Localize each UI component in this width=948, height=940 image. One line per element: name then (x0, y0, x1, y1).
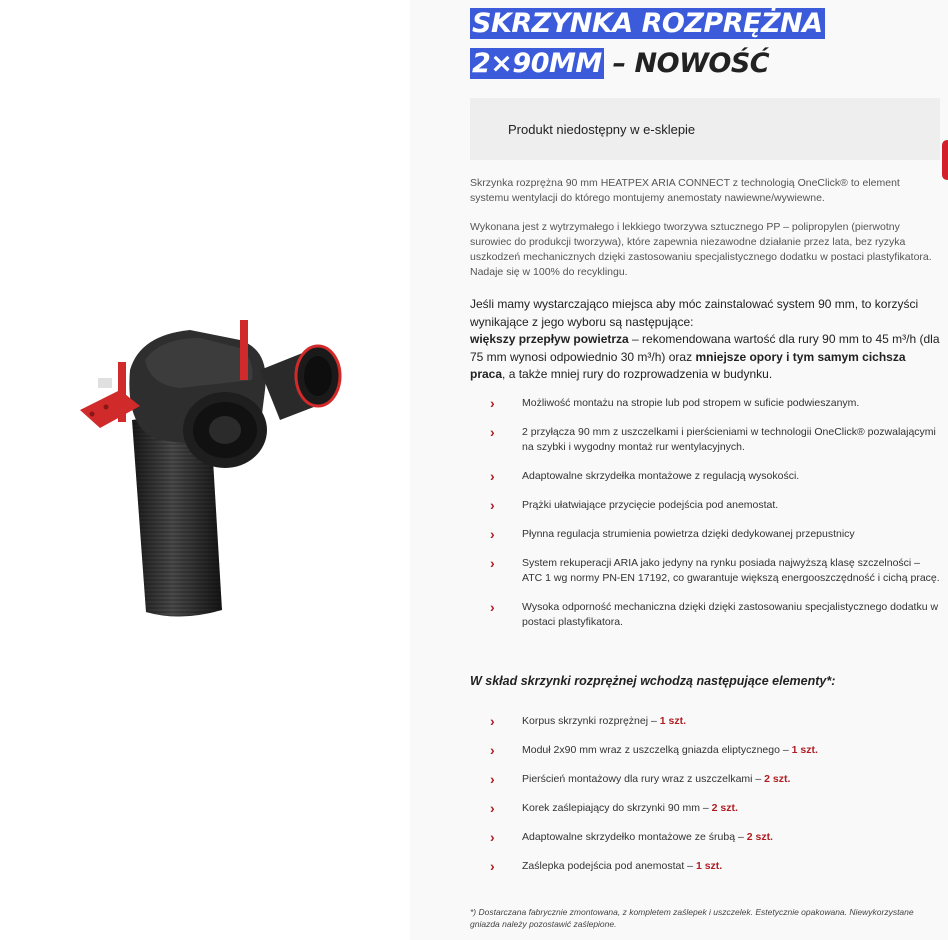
availability-notice (470, 98, 940, 160)
chevron-right-icon: › (490, 526, 495, 542)
chevron-right-icon: › (490, 468, 495, 484)
description-paragraph: Wykonana jest z wytrzymałego i lekkiego tworzywa sztucznego PP – polipropylen (pierwotny surowiec do produkcji tworzywa), które zapewnia niezawodne działanie przez lata, bez ryzyka uszkodzeń mechanicznych dzięki zastosowaniu specjalistycznego dodatku w postaci plastyfikatora. Nadaje się w 100% do recyklingu. (470, 221, 932, 278)
quantity: 1 szt. (791, 744, 818, 756)
expansion-box-product-image[interactable] (70, 310, 360, 620)
title-highlight: SKRZYNKA ROZPRĘŻNA (472, 8, 823, 39)
chevron-right-icon: › (490, 858, 495, 874)
chevron-right-icon: › (490, 771, 495, 787)
chevron-right-icon: › (490, 424, 495, 440)
chevron-right-icon: › (490, 599, 495, 615)
list-item: › Korek zaślepiający do skrzynki 90 mm – 2 szt. (490, 800, 738, 816)
list-item: › Wysoka odporność mechaniczna dzięki dzięki zastosowaniu specjalistycznego dodatku w postaci plastyfikatora. (490, 599, 939, 628)
list-item: › Pierścień montażowy dla rury wraz z uszczelkami – 2 szt. (490, 771, 791, 787)
list-item: › Zaślepka podejścia pod anemostat – 1 szt. (490, 858, 723, 874)
list-item: › Korpus skrzynki rozprężnej – 1 szt. (490, 713, 686, 729)
benefit-text: – rekomendowana wartość dla rury 90 mm to 45 m³/h (dla 75 mm wynosi odpowiednio 30 m³/h) oraz (470, 332, 940, 364)
quantity: 1 szt. (695, 860, 723, 872)
list-item: › Prążki ułatwiające przycięcie podejścia pod anemostat. (490, 497, 779, 513)
title-highlight-size: 2×90MM (472, 48, 602, 79)
availability-text: Produkt niedostępny w e-sklepie (508, 122, 696, 137)
product-image-panel (0, 0, 410, 940)
list-item: › Możliwość montażu na stropie lub pod stropem w suficie podwieszanym. (490, 395, 860, 411)
list-item: › 2 przyłącza 90 mm z uszczelkami i pierścieniami w technologii OneClick® pozwalającymi na szybki i wygodny montaż rur wentylacyjnych. (490, 424, 936, 453)
list-item: › Płynna regulacja strumienia powietrza dzięki dedykowanej przepustnicy (490, 526, 855, 542)
list-item: › Adaptowalne skrzydełko montażowe ze śrubą – 2 szt. (490, 829, 773, 845)
description-paragraph: Skrzynka rozprężna 90 mm HEATPEX ARIA CONNECT z technologią OneClick® to element systemu wentylacji do którego montujemy anemostaty nawiewne/wywiewne. (470, 177, 900, 204)
chevron-right-icon: › (490, 800, 495, 816)
footnote: *) Dostarczana fabrycznie zmontowana, z kompletem zaślepek i uszczelek. Estetycznie opakowana. Niewykorzystane gniazda należy pozostawić zaślepione. (470, 907, 914, 929)
list-item: › Adaptowalne skrzydełka montażowe z regulacją wysokości. (490, 468, 800, 484)
title-new-tag: – NOWOŚĆ (603, 48, 770, 79)
chevron-right-icon: › (490, 829, 495, 845)
connector-right (260, 346, 340, 420)
chevron-right-icon: › (490, 395, 495, 411)
quantity: 2 szt. (746, 831, 773, 843)
mounting-bracket-right (240, 320, 248, 380)
list-item: › Moduł 2x90 mm wraz z uszczelką gniazda eliptycznego – 1 szt. (490, 742, 818, 758)
product-title (470, 4, 940, 84)
benefit-text: , a także mniej rury do rozprowadzenia w budynku. (502, 367, 773, 381)
product-description (470, 176, 940, 294)
chevron-right-icon: › (490, 555, 495, 571)
contents-heading: W skład skrzynki rozprężnej wchodzą następujące elementy*: (470, 674, 836, 688)
chevron-right-icon: › (490, 497, 495, 513)
list-item: › System rekuperacji ARIA jako jedyny na rynku posiada najwyższą klasę szczelności – ATC 1 wg normy PN-EN 17192, co gwarantuje większą energooszczędność i cichą pracę. (490, 555, 940, 584)
benefit-quiet: mniejsze opory i tym samym cichsza praca (470, 349, 906, 381)
benefits-paragraph (470, 296, 942, 384)
benefit-airflow: większy przepływ powietrza (470, 332, 629, 346)
chevron-right-icon: › (490, 742, 495, 758)
quantity: 1 szt. (659, 715, 686, 727)
contents-list (470, 714, 942, 888)
benefits-lead: Jeśli mamy wystarczająco miejsca aby móc zainstalować system 90 mm, to korzyści wynikające z jego wyboru są następujące: (470, 297, 919, 329)
quantity: 2 szt. (764, 773, 791, 785)
quantity: 2 szt. (711, 802, 738, 814)
brush-seal (98, 378, 112, 388)
chevron-right-icon: › (490, 713, 495, 729)
floating-action-tab[interactable] (942, 140, 948, 180)
connector-front (183, 392, 267, 468)
feature-list (470, 396, 942, 644)
